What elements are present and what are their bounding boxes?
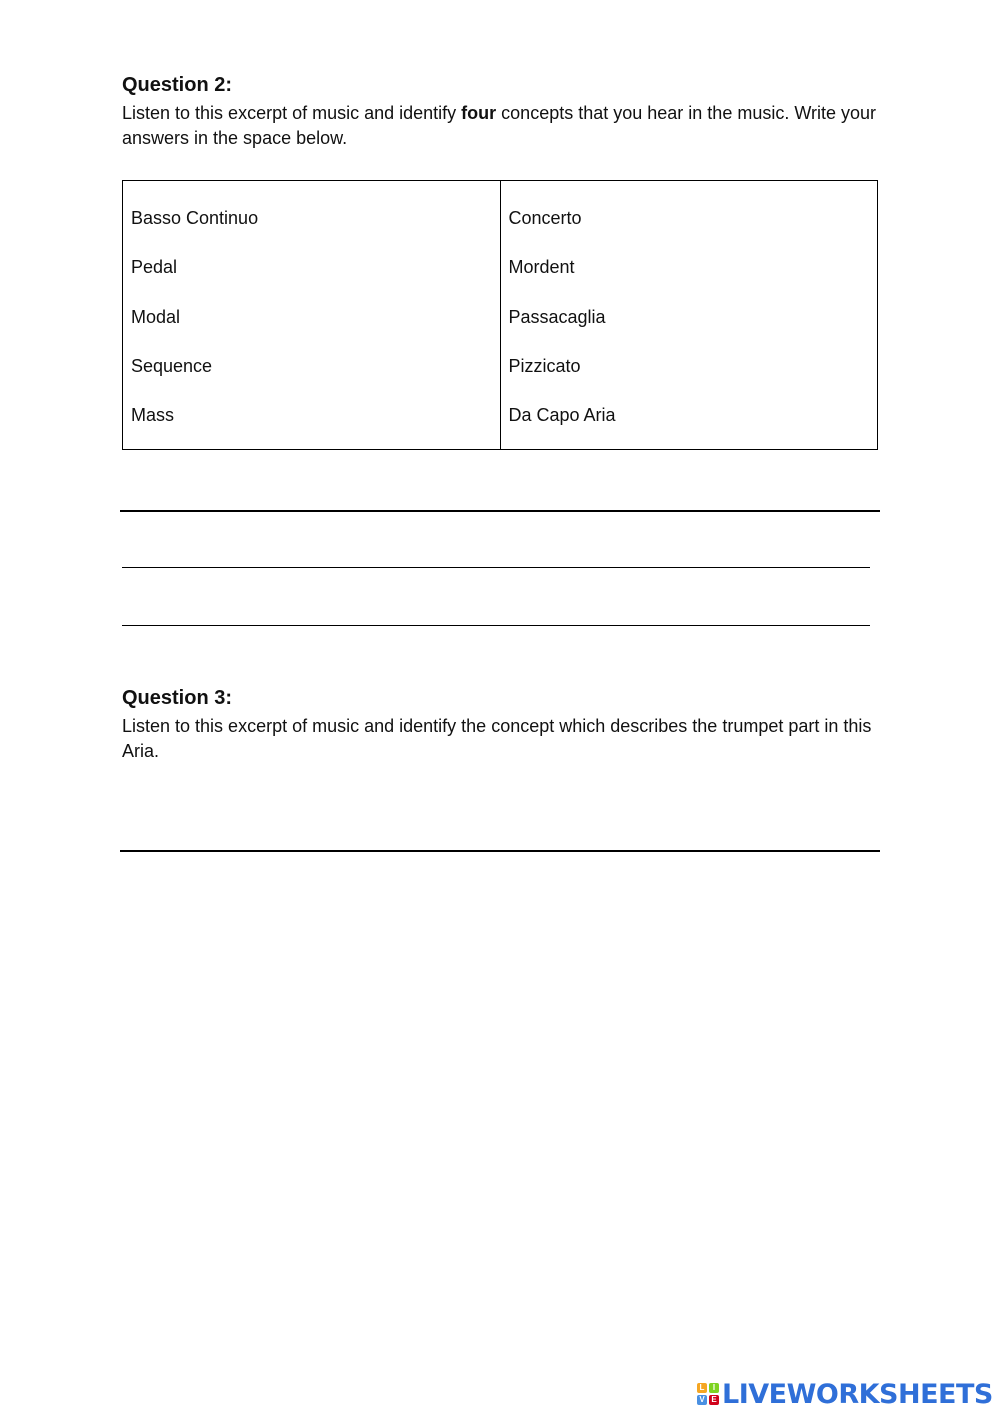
concept-item: Mordent	[508, 257, 575, 278]
concept-item: Modal	[131, 306, 181, 327]
question-2-instructions: Listen to this excerpt of music and identify four concepts that you hear in the music. Write your answers in the space below.	[122, 103, 877, 148]
question-3-heading: Question 3:	[122, 687, 233, 709]
concept-item: Pizzicato	[508, 355, 581, 376]
concept-table	[122, 180, 878, 450]
concept-item: Mass	[131, 405, 175, 426]
concept-column-left	[123, 181, 500, 449]
answer-input-line-q3[interactable]	[120, 850, 880, 852]
concept-item: Passacaglia	[508, 306, 606, 327]
answer-line-3[interactable]	[122, 625, 870, 626]
question-2-heading: Question 2:	[122, 74, 233, 96]
emphasis-four: four	[461, 103, 497, 123]
answer-line-2[interactable]	[122, 567, 870, 568]
concept-item: Sequence	[131, 355, 213, 376]
concept-item: Da Capo Aria	[508, 405, 616, 426]
concept-item: Pedal	[131, 257, 178, 278]
concept-item: Basso Continuo	[131, 208, 259, 228]
liveworksheets-logo-text: LIVEWORKSHEETS	[722, 1378, 993, 1410]
answer-input-line-q2[interactable]	[120, 510, 880, 512]
liveworksheets-logo	[697, 1378, 993, 1410]
concept-item: Concerto	[508, 208, 582, 228]
concept-column-right	[500, 181, 878, 449]
question-3-instructions: Listen to this excerpt of music and identify the concept which describes the trumpet part in this Aria.	[122, 716, 872, 761]
liveworksheets-logo-icon: L I V E	[697, 1383, 719, 1405]
